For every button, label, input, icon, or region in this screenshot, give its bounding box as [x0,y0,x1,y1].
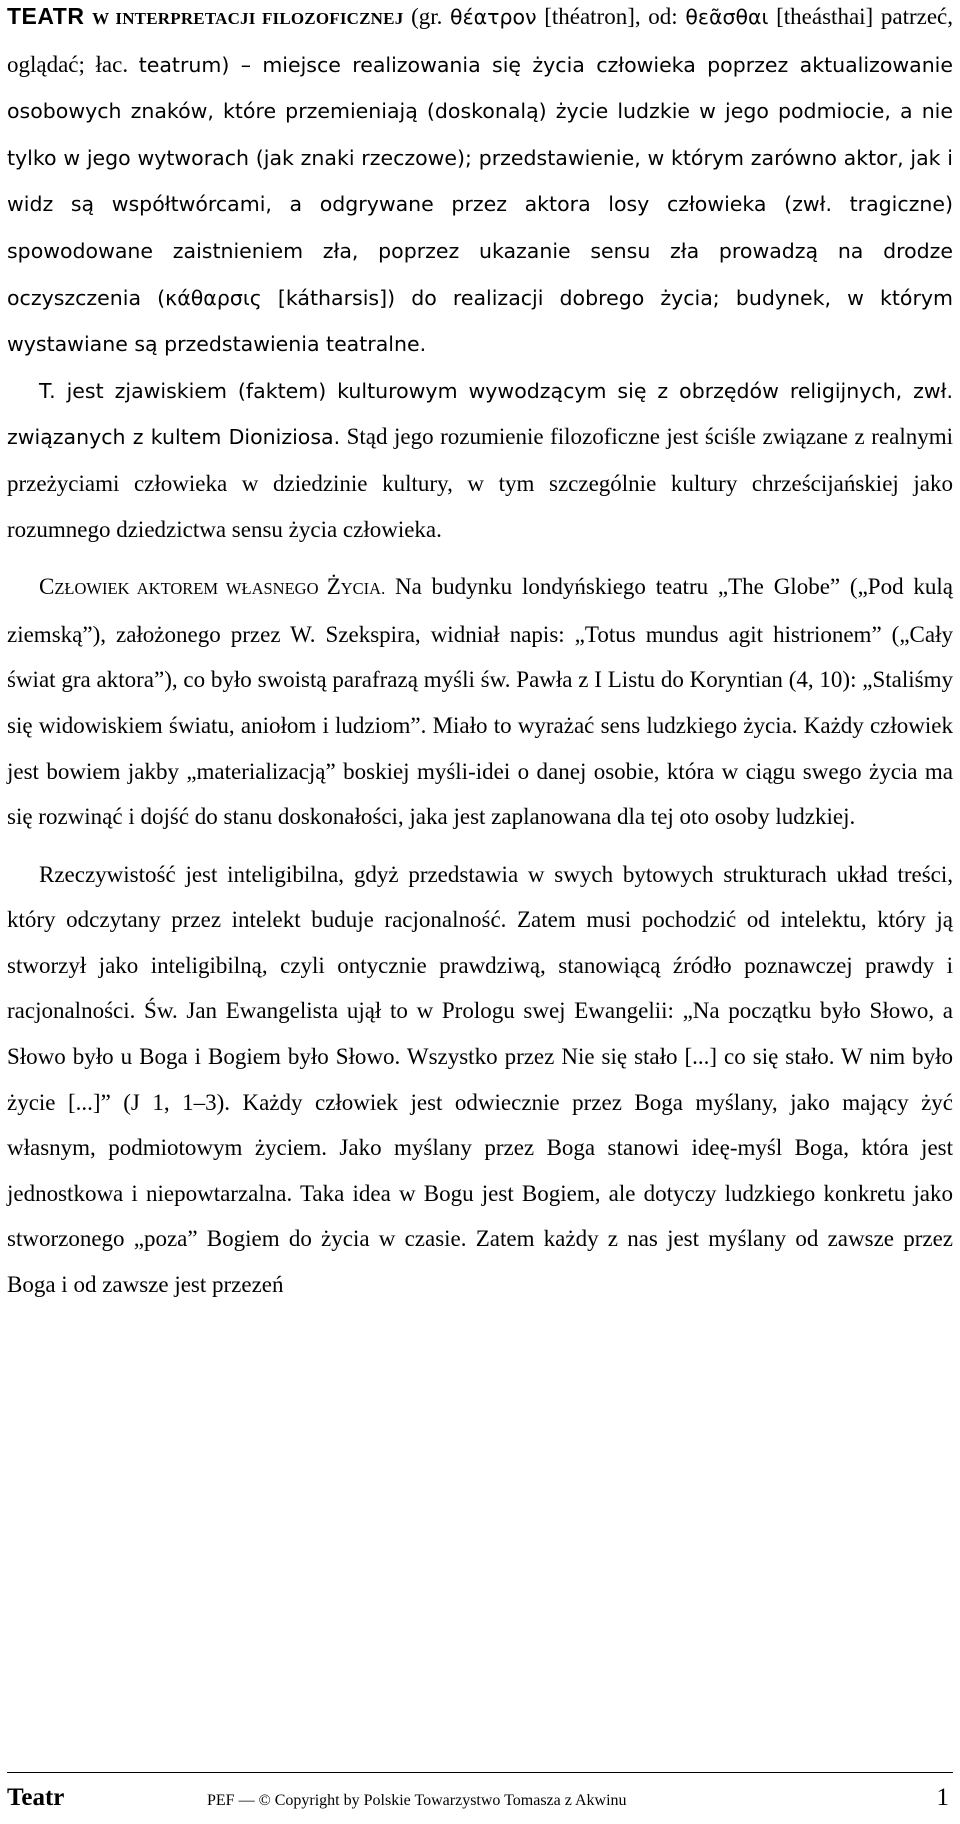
definition-text: [théatron], od: [536,4,686,29]
definition-text-sans: [kátharsis]) do realizacji dobrego życia; budynek, w którym wystawiane są przedstawienia teatralne. [7,285,953,357]
headword-subtitle: W INTERPRETACJI FILOZOFICZNEJ [92,9,404,28]
paragraph-definition [7,0,953,368]
footer-copyright: PEF — © Copyright by Polskie Towarzystwo Tomasza z Akwinu [207,1792,627,1809]
definition-text: [theásthai] patrzeć, oglądać; łac. [7,4,953,77]
footer-divider [7,1772,953,1773]
definition-text: (gr. [403,4,451,29]
origin-text-sans: T. jest zjawiskiem (faktem) kulturowym wywodzącym się z obrzędów religijnych, zwł. związanych z kultem Dioniziosa. [7,378,953,450]
footer-title: Teatr [7,1784,65,1811]
section-lead: CZŁOWIEK AKTOREM WŁASNEGO ŻYCIA. [39,574,386,600]
headword: TEATR [7,3,85,29]
greek-term: θεᾶσθαι [685,5,769,29]
section-body: Na budynku londyńskiego teatru „The Globe” („Pod kulą ziemską”), założonego przez W. Szekspira, widniał napis: „Totus mundus agit histrionem” („Cały świat gra aktora”), co było swoistą parafrazą myśli św. Pawła z I Listu do Koryntian (4, 10): „Staliśmy się widowiskiem światu, aniołom i ludziom”. Miało to wyrażać sens ludzkiego życia. Każdy człowiek jest bowiem jakby „materializacją” boskiej myśli-idei o danej osobie, która w ciągu swego życia ma się rozwinąć i dojść do stanu doskonałości, jaka jest zaplanowana dla tej oto osoby ludzkiej. [7,574,953,830]
paragraph-man-as-actor [7,564,953,840]
document-page [7,0,953,1308]
greek-term: θέατρον [450,5,537,29]
page-footer [7,1772,953,1822]
paragraph-origin [7,368,953,552]
origin-text: Stąd jego rozumienie filozoficzne jest ściśle związane z realnymi przeżyciami człowieka w dziedzinie kultury, w tym szczególnie kultury chrześcijańskiej jako rozumnego dziedzictwa sensu życia człowieka. [7,424,953,542]
definition-text-sans: teatrum) – miejsce realizowania się życia człowieka poprzez aktualizowanie osobowych znaków, które przemieniają (doskonalą) życie ludzkie w jego podmiocie, a nie tylko w jego wytworach (jak znaki rzeczowe); przedstawienie, w którym zarówno aktor, jak i widz są współtwórcami, a odgrywane przez aktora losy człowieka (zwł. tragiczne) spowodowane zaistnieniem zła, poprzez ukazanie sensu zła prowadzą na drodze oczyszczenia ( [7,52,953,310]
greek-term: κάθαρσις [165,285,262,310]
paragraph-intelligibility: Rzeczywistość jest inteligibilna, gdyż przedstawia w swych bytowych strukturach układ treści, który odczytany przez intelekt buduje racjonalność. Zatem musi pochodzić od intelektu, który ją stworzył jako inteligibilną, czyli ontycznie prawdziwą, stanowiącą źródło poznawczej prawdy i racjonalności. Św. Jan Ewangelista ujął to w Prologu swej Ewangelii: „Na początku było Słowo, a Słowo było u Boga i Bogiem było Słowo. Wszystko przez Nie się stało [...] co się stało. W nim było życie [...]” (J 1, 1–3). Każdy człowiek jest odwiecznie przez Boga myślany, jako mający żyć własnym, podmiotowym życiem. Jako myślany przez Boga stanowi ideę-myśl Boga, która jest jednostkowa i niepowtarzalna. Taka idea w Bogu jest Bogiem, ale dotyczy ludzkiego konkretu jako stworzonego „poza” Bogiem do życia w czasie. Zatem każdy z nas jest myślany od zawsze przez Boga i od zawsze jest przezeń [7,861,953,1298]
page-number: 1 [936,1784,949,1811]
